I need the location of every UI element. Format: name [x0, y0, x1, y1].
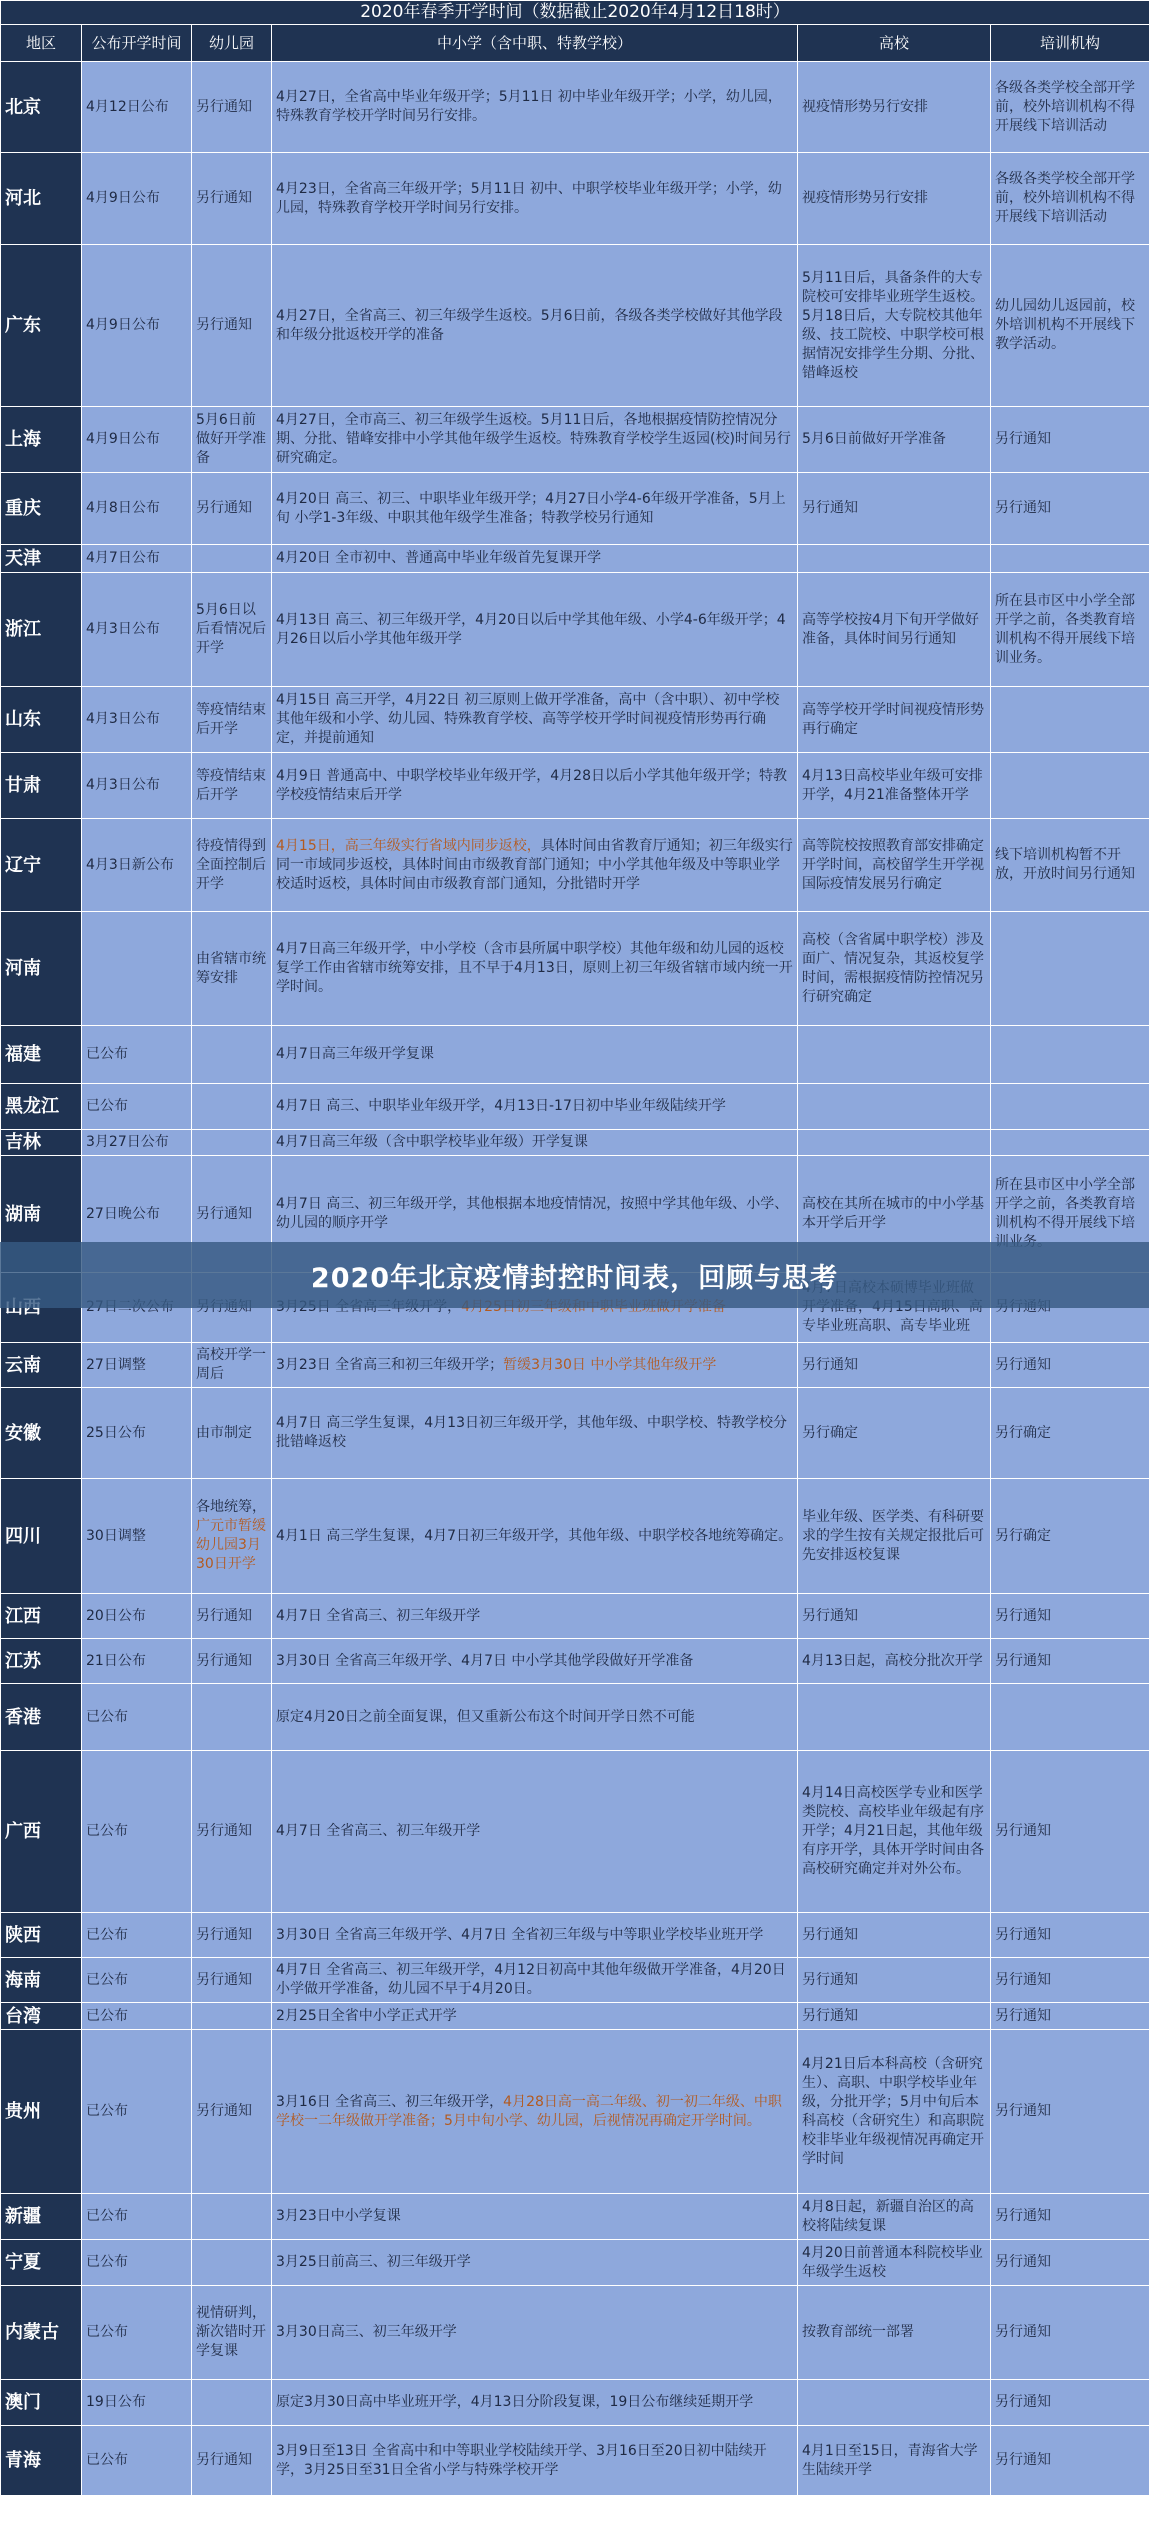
publish-cell: 4月8日公布 — [82, 473, 192, 545]
table-row — [1, 1594, 1149, 1639]
university-cell — [798, 1684, 991, 1751]
table-row — [1, 819, 1149, 912]
region-cell: 内蒙古 — [1, 2286, 82, 2380]
region-cell: 云南 — [1, 1343, 82, 1388]
school-cell: 4月27日，全市高三、初三年级学生返校。5月11日后，各地根据疫情防控情况分期、分批、错峰安排中小学其他年级学生返校。特殊教育学校学生返园(校)时间另行研究确定。 — [272, 407, 798, 473]
university-cell: 4月21日后本科高校（含研究生）、高职、中职学校毕业年级，分批开学；5月中旬后本科高校（含研究生）和高职院校非毕业年级视情况再确定开学时间 — [798, 2030, 991, 2194]
kindergarten-cell: 由市制定 — [192, 1388, 272, 1479]
region-cell: 江苏 — [1, 1639, 82, 1684]
publish-cell: 已公布 — [82, 2286, 192, 2380]
school-cell: 4月7日 高三学生复课，4月13日初三年级开学，其他年级、中职学校、特教学校分批错峰返校 — [272, 1388, 798, 1479]
region-cell: 广西 — [1, 1751, 82, 1913]
school-cell: 3月30日 全省高三年级开学、4月7日 全省初三年级与中等职业学校毕业班开学 — [272, 1913, 798, 1958]
university-cell — [798, 1130, 991, 1156]
school-cell: 2月25日全省中小学正式开学 — [272, 2003, 798, 2030]
university-cell: 按教育部统一部署 — [798, 2286, 991, 2380]
training-cell: 另行通知 — [991, 1751, 1149, 1913]
training-cell: 另行通知 — [991, 2194, 1149, 2240]
training-cell — [991, 545, 1149, 573]
university-cell: 高等学校按4月下旬开学做好准备，具体时间另行通知 — [798, 573, 991, 687]
header-primary-secondary: 中小学（含中职、特教学校） — [272, 25, 798, 62]
title-banner: 2020年北京疫情封控时间表，回顾与思考 — [0, 1242, 1149, 1308]
table-row — [1, 1913, 1149, 1958]
publish-cell: 已公布 — [82, 2240, 192, 2286]
training-cell — [991, 1026, 1149, 1084]
header-training: 培训机构 — [991, 25, 1149, 62]
region-cell: 台湾 — [1, 2003, 82, 2030]
publish-cell: 30日调整 — [82, 1479, 192, 1594]
training-cell: 线下培训机构暂不开放，开放时间另行通知 — [991, 819, 1149, 912]
training-cell: 另行确定 — [991, 1388, 1149, 1479]
kindergarten-cell — [192, 545, 272, 573]
header-region: 地区 — [1, 25, 82, 62]
kindergarten-part-a: 各地统筹， — [196, 1499, 266, 1515]
training-cell: 幼儿园幼儿返园前，校外培训机构不开展线下教学活动。 — [991, 245, 1149, 407]
publish-cell: 已公布 — [82, 1958, 192, 2003]
publish-cell: 4月3日新公布 — [82, 819, 192, 912]
header-university: 高校 — [798, 25, 991, 62]
table-row — [1, 1639, 1149, 1684]
table-row — [1, 1343, 1149, 1388]
training-cell — [991, 1684, 1149, 1751]
university-cell: 高校（含省属中职学校）涉及面广、情况复杂，其返校复学时间，需根据疫情防控情况另行研究确定 — [798, 912, 991, 1026]
school-cell: 4月7日 高三、中职毕业年级开学，4月13日-17日初中毕业年级陆续开学 — [272, 1084, 798, 1130]
university-cell — [798, 1026, 991, 1084]
training-cell: 另行通知 — [991, 1913, 1149, 1958]
school-cell — [272, 819, 798, 912]
kindergarten-cell: 待疫情得到全面控制后开学 — [192, 819, 272, 912]
university-cell: 另行通知 — [798, 1958, 991, 2003]
publish-cell: 已公布 — [82, 2030, 192, 2194]
publish-cell: 19日公布 — [82, 2380, 192, 2426]
publish-cell: 3月27日公布 — [82, 1130, 192, 1156]
school-cell: 3月9日至13日 全省高中和中等职业学校陆续开学、3月16日至20日初中陆续开学，3月25日至31日全省小学与特殊学校开学 — [272, 2426, 798, 2496]
training-cell: 另行通知 — [991, 2003, 1149, 2030]
university-cell — [798, 545, 991, 573]
region-cell: 重庆 — [1, 473, 82, 545]
table-row — [1, 2426, 1149, 2496]
table-row — [1, 1388, 1149, 1479]
publish-cell: 4月9日公布 — [82, 153, 192, 245]
kindergarten-cell: 另行通知 — [192, 1913, 272, 1958]
university-cell: 5月11日后，具备条件的大专院校可安排毕业班学生返校。5月18日后，大专院校其他年级、技工院校、中职学校可根据情况安排学生分期、分批、错峰返校 — [798, 245, 991, 407]
school-part-a: 3月23日 全省高三和初三年级开学； — [276, 1356, 504, 1373]
table-row — [1, 2194, 1149, 2240]
training-cell: 另行通知 — [991, 1958, 1149, 2003]
table-row — [1, 2240, 1149, 2286]
training-cell: 另行通知 — [991, 1594, 1149, 1639]
region-cell: 浙江 — [1, 573, 82, 687]
training-cell: 另行通知 — [991, 1639, 1149, 1684]
training-cell: 另行通知 — [991, 2030, 1149, 2194]
university-cell — [798, 1084, 991, 1130]
school-cell: 4月7日 全省高三、初三年级开学 — [272, 1594, 798, 1639]
training-cell — [991, 753, 1149, 819]
publish-cell: 4月3日公布 — [82, 573, 192, 687]
region-cell: 香港 — [1, 1684, 82, 1751]
university-cell: 视疫情形势另行安排 — [798, 62, 991, 153]
school-cell — [272, 2030, 798, 2194]
publish-cell: 已公布 — [82, 1026, 192, 1084]
kindergarten-cell — [192, 1084, 272, 1130]
training-cell: 所在县市区中小学全部开学之前，各类教育培训机构不得开展线下培 — [991, 1156, 1149, 1273]
university-cell: 4月20日前普通本科院校毕业年级学生返校 — [798, 2240, 991, 2286]
training-cell — [991, 1130, 1149, 1156]
table-row — [1, 573, 1149, 687]
table-row — [1, 407, 1149, 473]
school-cell: 4月7日高三年级开学复课 — [272, 1026, 798, 1084]
table-row — [1, 245, 1149, 407]
table-row — [1, 1958, 1149, 2003]
training-cell — [991, 912, 1149, 1026]
publish-cell: 已公布 — [82, 1913, 192, 1958]
publish-cell: 4月7日公布 — [82, 545, 192, 573]
kindergarten-cell: 另行通知 — [192, 1751, 272, 1913]
region-cell: 河南 — [1, 912, 82, 1026]
school-cell — [272, 1343, 798, 1388]
region-cell: 上海 — [1, 407, 82, 473]
region-cell: 吉林 — [1, 1130, 82, 1156]
training-cell — [991, 1084, 1149, 1130]
region-cell: 辽宁 — [1, 819, 82, 912]
school-cell: 4月15日 高三开学，4月22日 初三原则上做开学准备，高中（含中职）、初中学校其他年级和小学、幼儿园、特殊教育学校、高等学校开学时间视疫情形势再行确定，并提前通知 — [272, 687, 798, 753]
table-title: 2020年春季开学时间（数据截止2020年4月12日18时） — [1, 1, 1149, 25]
university-cell: 4月13日起，高校分批次开学 — [798, 1639, 991, 1684]
university-cell: 另行通知 — [798, 1343, 991, 1388]
school-cell: 4月9日 普通高中、中职学校毕业年级开学，4月28日以后小学其他年级开学；特教学校疫情结束后开学 — [272, 753, 798, 819]
kindergarten-cell: 另行通知 — [192, 1594, 272, 1639]
publish-cell — [82, 912, 192, 1026]
kindergarten-cell — [192, 1026, 272, 1084]
university-cell: 另行通知 — [798, 473, 991, 545]
kindergarten-cell: 视情研判，渐次错时开学复课 — [192, 2286, 272, 2380]
table-row — [1, 2030, 1149, 2194]
region-cell: 陕西 — [1, 1913, 82, 1958]
table-row — [1, 1084, 1149, 1130]
publish-cell: 27日晚公布 — [82, 1156, 192, 1273]
school-cell: 原定3月30日高中毕业班开学，4月13日分阶段复课，19日公布继续延期开学 — [272, 2380, 798, 2426]
university-cell: 毕业年级、医学类、有科研要求的学生按有关规定报批后可先安排返校复课 — [798, 1479, 991, 1594]
region-cell: 澳门 — [1, 2380, 82, 2426]
university-cell: 另行通知 — [798, 1913, 991, 1958]
school-part-a: 3月16日 全省高三、初三年级开学， — [276, 2093, 504, 2110]
table-row — [1, 753, 1149, 819]
kindergarten-cell — [192, 2240, 272, 2286]
table-row — [1, 473, 1149, 545]
publish-cell: 4月9日公布 — [82, 407, 192, 473]
university-cell: 高等院校按照教育部安排确定开学时间，高校留学生开学视国际疫情发展另行确定 — [798, 819, 991, 912]
kindergarten-cell — [192, 1479, 272, 1594]
school-cell: 3月30日高三、初三年级开学 — [272, 2286, 798, 2380]
school-cell: 4月1日 高三学生复课，4月7日初三年级开学，其他年级、中职学校各地统筹确定。 — [272, 1479, 798, 1594]
table-row — [1, 62, 1149, 153]
publish-cell: 已公布 — [82, 2003, 192, 2030]
publish-cell: 已公布 — [82, 1084, 192, 1130]
kindergarten-cell: 等疫情结束后开学 — [192, 753, 272, 819]
school-cell: 4月27日，全省高三、初三年级学生返校。5月6日前，各级各类学校做好其他学段和年级分批返校开学的准备 — [272, 245, 798, 407]
university-cell: 4月14日高校医学专业和医学类院校、高校毕业年级起有序开学；4月21日起，其他年级有序开学，具体开学时间由各高校研究确定并对外公布。 — [798, 1751, 991, 1913]
kindergarten-cell: 5月6日以后看情况后开学 — [192, 573, 272, 687]
school-cell: 4月7日 全省高三、初三年级开学，4月12日初高中其他年级做开学准备，4月20日小学做开学准备，幼儿园不早于4月20日。 — [272, 1958, 798, 2003]
publish-cell: 已公布 — [82, 2426, 192, 2496]
publish-cell: 4月3日公布 — [82, 753, 192, 819]
university-cell: 4月8日起，新疆自治区的高校将陆续复课 — [798, 2194, 991, 2240]
region-cell: 福建 — [1, 1026, 82, 1084]
university-cell: 另行通知 — [798, 1594, 991, 1639]
kindergarten-cell: 另行通知 — [192, 1958, 272, 2003]
school-rest: 具体时间由省教育厅通知；初三年级实行同一市域同步返校，具体时间由市级教育部门通知；中小学其他年级及中等职业学校适时返校，具体时间由市级教育部门通知，分批错时开学 — [276, 837, 793, 892]
school-cell: 3月25日前高三、初三年级开学 — [272, 2240, 798, 2286]
region-cell: 宁夏 — [1, 2240, 82, 2286]
kindergarten-cell: 另行通知 — [192, 473, 272, 545]
school-cell: 原定4月20日之前全面复课，但又重新公布这个时间开学日然不可能 — [272, 1684, 798, 1751]
region-cell: 黑龙江 — [1, 1084, 82, 1130]
table-row — [1, 1479, 1149, 1594]
kindergarten-cell — [192, 1130, 272, 1156]
table-row — [1, 1684, 1149, 1751]
publish-cell: 已公布 — [82, 2194, 192, 2240]
kindergarten-part-b: 广元市暂缓幼儿园3月30日开学 — [196, 1518, 266, 1572]
kindergarten-cell: 另行通知 — [192, 1156, 272, 1273]
kindergarten-cell: 另行通知 — [192, 153, 272, 245]
training-cell: 另行通知 — [991, 1343, 1149, 1388]
publish-cell: 已公布 — [82, 1684, 192, 1751]
training-cell: 另行通知 — [991, 2426, 1149, 2496]
training-cell: 另行确定 — [991, 1479, 1149, 1594]
school-cell: 3月30日 全省高三年级开学、4月7日 中小学其他学段做好开学准备 — [272, 1639, 798, 1684]
kindergarten-cell: 高校开学一周后 — [192, 1343, 272, 1388]
region-cell: 山东 — [1, 687, 82, 753]
publish-cell: 25日公布 — [82, 1388, 192, 1479]
region-cell: 湖南 — [1, 1156, 82, 1273]
school-cell: 4月27日，全省高中毕业年级开学；5月11日 初中毕业年级开学；小学，幼儿园，特殊教育学校开学时间另行安排。 — [272, 62, 798, 153]
table-row — [1, 912, 1149, 1026]
table-row — [1, 687, 1149, 753]
table-row — [1, 153, 1149, 245]
publish-cell: 21日公布 — [82, 1639, 192, 1684]
university-cell: 5月6日前做好开学准备 — [798, 407, 991, 473]
publish-cell: 27日调整 — [82, 1343, 192, 1388]
table-row — [1, 2286, 1149, 2380]
training-cell — [991, 687, 1149, 753]
school-highlight: 4月15日，高三年级实行省域内同步返校， — [276, 837, 541, 854]
region-cell: 四川 — [1, 1479, 82, 1594]
university-cell — [798, 2380, 991, 2426]
region-cell: 天津 — [1, 545, 82, 573]
school-cell: 4月7日 高三、初三年级开学，其他根据本地疫情情况，按照中学其他年级、小学、幼儿园的顺序开学 — [272, 1156, 798, 1273]
school-cell: 4月7日高三年级（含中职学校毕业年级）开学复课 — [272, 1130, 798, 1156]
table-row — [1, 545, 1149, 573]
kindergarten-cell: 由省辖市统筹安排 — [192, 912, 272, 1026]
region-cell: 贵州 — [1, 2030, 82, 2194]
school-cell: 4月23日，全省高三年级开学；5月11日 初中、中职学校毕业年级开学；小学，幼儿园，特殊教育学校开学时间另行安排。 — [272, 153, 798, 245]
region-cell: 江西 — [1, 1594, 82, 1639]
training-cell: 另行通知 — [991, 407, 1149, 473]
table-row — [1, 1130, 1149, 1156]
region-cell: 青海 — [1, 2426, 82, 2496]
region-cell: 广东 — [1, 245, 82, 407]
table-row — [1, 2003, 1149, 2030]
university-cell: 另行确定 — [798, 1388, 991, 1479]
university-cell: 4月1日至15日，青海省大学生陆续开学 — [798, 2426, 991, 2496]
kindergarten-cell — [192, 1684, 272, 1751]
school-cell: 4月13日 高三、初三年级开学，4月20日以后中学其他年级、小学4-6年级开学；4月26日以后小学其他年级开学 — [272, 573, 798, 687]
training-cell: 各级各类学校全部开学前，校外培训机构不得开展线下培训活动 — [991, 153, 1149, 245]
university-cell: 专毕业班高职、高专毕业班 — [798, 1273, 991, 1343]
table-row — [1, 1751, 1149, 1913]
kindergarten-cell — [192, 2003, 272, 2030]
training-cell: 另行通知 — [991, 473, 1149, 545]
publish-cell: 4月3日公布 — [82, 687, 192, 753]
school-part-b: 暂缓3月30日 中小学其他年级开学 — [503, 1356, 717, 1373]
header-kindergarten: 幼儿园 — [192, 25, 272, 62]
university-cell: 视疫情形势另行安排 — [798, 153, 991, 245]
university-cell: 另行通知 — [798, 2003, 991, 2030]
publish-cell: 20日公布 — [82, 1594, 192, 1639]
region-cell: 北京 — [1, 62, 82, 153]
university-cell: 4月13日高校毕业年级可安排开学，4月21准备整体开学 — [798, 753, 991, 819]
kindergarten-cell: 另行通知 — [192, 2426, 272, 2496]
kindergarten-cell — [192, 2194, 272, 2240]
school-part-b: 4月28日高一高二年级、初一初二年级、中职学校一二年级做开学准备；5月中旬小学、幼儿园，后视情况再确定开学时间。 — [276, 2093, 782, 2129]
university-cell: 高等学校开学时间视疫情形势再行确定 — [798, 687, 991, 753]
kindergarten-cell: 另行通知 — [192, 62, 272, 153]
table-row — [1, 1026, 1149, 1084]
kindergarten-cell: 5月6日前做好开学准备 — [192, 407, 272, 473]
school-cell: 4月7日高三年级开学，中小学校（含市县所属中职学校）其他年级和幼儿园的返校复学工作由省辖市统筹安排，且不早于4月13日，原则上初三年级省辖市域内统一开学时间。 — [272, 912, 798, 1026]
training-cell: 另行通知 — [991, 2380, 1149, 2426]
school-cell: 4月20日 高三、初三、中职毕业年级开学；4月27日小学4-6年级开学准备，5月上旬 小学1-3年级、中职其他年级学生准备；特教学校另行通知 — [272, 473, 798, 545]
kindergarten-cell — [192, 2380, 272, 2426]
kindergarten-cell: 另行通知 — [192, 2030, 272, 2194]
training-cell: 各级各类学校全部开学前，校外培训机构不得开展线下培训活动 — [991, 62, 1149, 153]
school-cell: 3月23日中小学复课 — [272, 2194, 798, 2240]
training-cell: 另行通知 — [991, 2240, 1149, 2286]
region-cell: 海南 — [1, 1958, 82, 2003]
school-cell: 4月20日 全市初中、普通高中毕业年级首先复课开学 — [272, 545, 798, 573]
region-cell: 河北 — [1, 153, 82, 245]
table-row — [1, 2380, 1149, 2426]
region-cell: 新疆 — [1, 2194, 82, 2240]
training-cell: 所在县市区中小学全部开学之前，各类教育培训机构不得开展线下培训业务。 — [991, 573, 1149, 687]
kindergarten-cell: 等疫情结束后开学 — [192, 687, 272, 753]
header-publish-date: 公布开学时间 — [82, 25, 192, 62]
school-cell: 4月7日 全省高三、初三年级开学 — [272, 1751, 798, 1913]
kindergarten-cell: 另行通知 — [192, 1639, 272, 1684]
publish-cell: 4月12日公布 — [82, 62, 192, 153]
region-cell: 安徽 — [1, 1388, 82, 1479]
publish-cell: 已公布 — [82, 1751, 192, 1913]
publish-cell: 4月9日公布 — [82, 245, 192, 407]
region-cell: 甘肃 — [1, 753, 82, 819]
university-cell: 高校在其所在城市的中小学基本开学后开学 — [798, 1156, 991, 1273]
training-cell: 另行通知 — [991, 2286, 1149, 2380]
kindergarten-cell: 另行通知 — [192, 245, 272, 407]
